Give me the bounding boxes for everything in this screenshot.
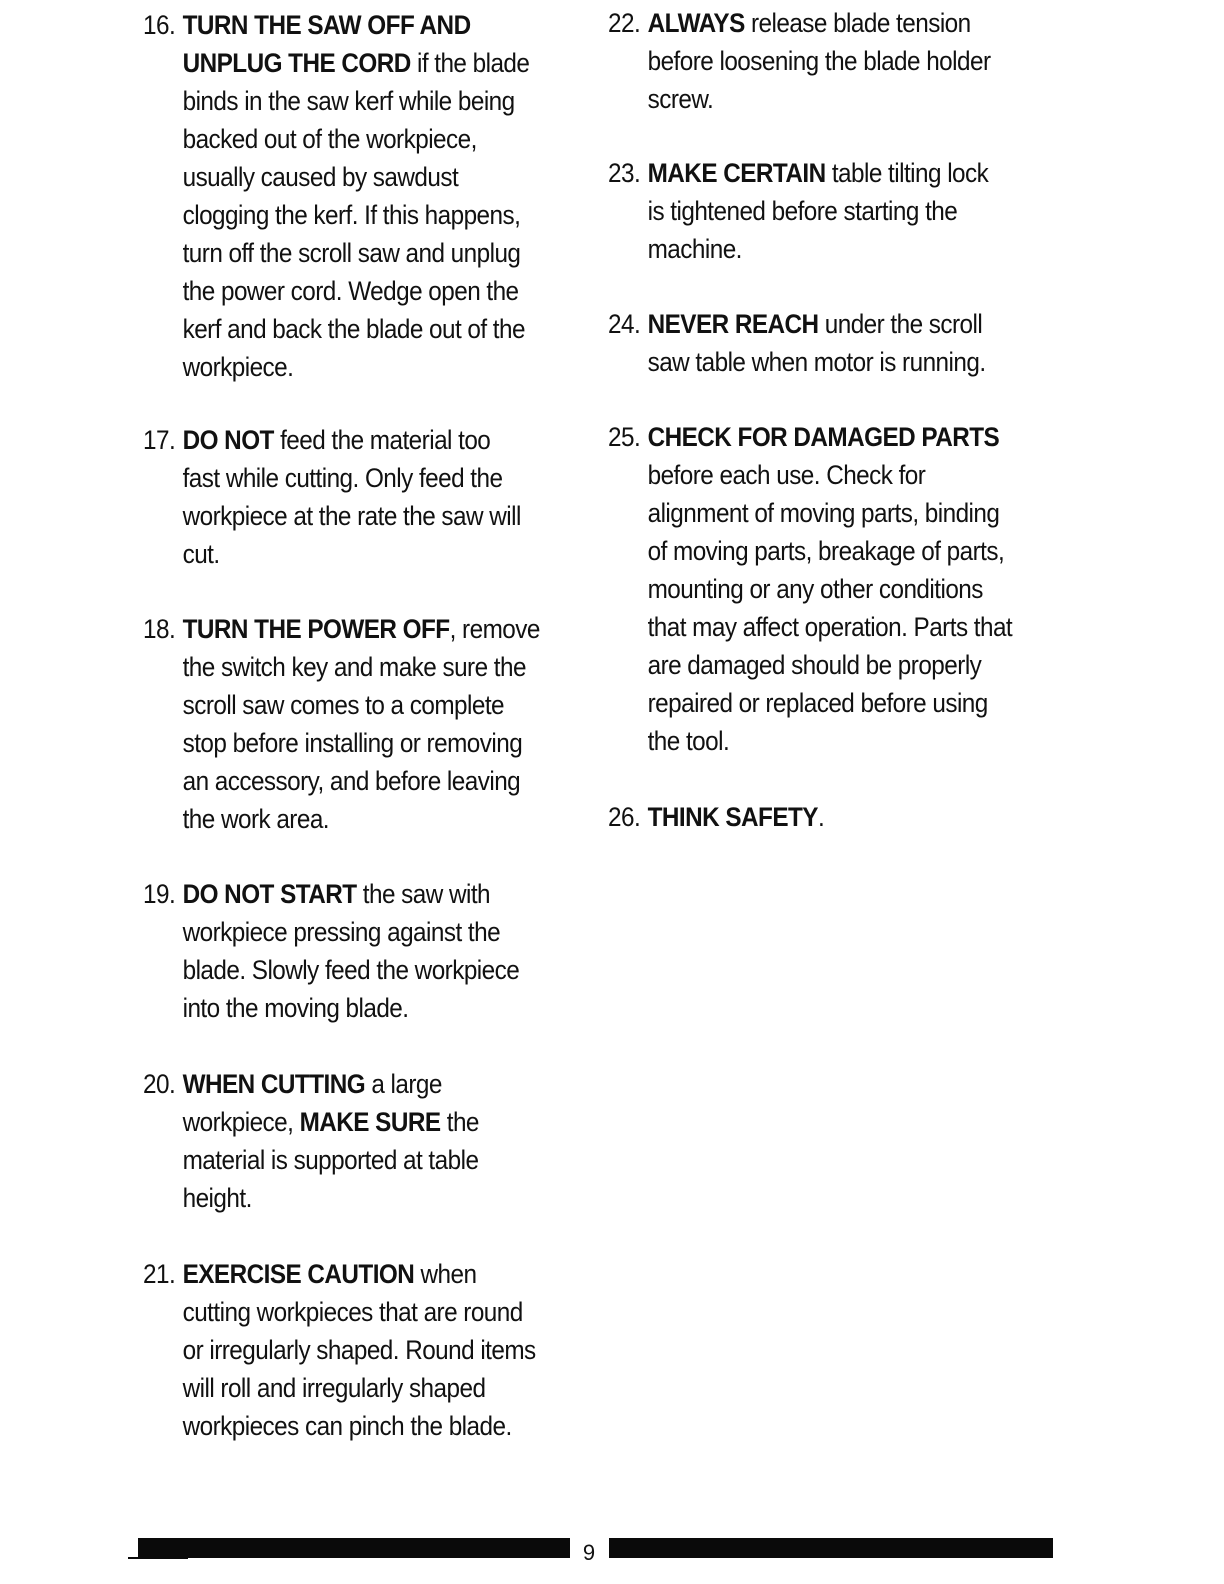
item-text-line: [183, 82, 593, 120]
item-text-line: [648, 798, 1058, 836]
footer-rule-left: [138, 1538, 570, 1558]
item-text-line: [183, 1369, 593, 1407]
body-text: the power cord. Wedge open the: [182, 276, 519, 306]
body-text: workpiece,: [182, 1107, 300, 1137]
item-text-line: [183, 1141, 593, 1179]
item-text-line: [183, 272, 593, 310]
safety-rule-item: [608, 418, 1058, 760]
body-text: fast while cutting. Only feed the: [182, 463, 503, 493]
item-text-line: [183, 1065, 593, 1103]
item-text: [183, 875, 593, 1027]
safety-rule-item: [608, 4, 1058, 118]
item-text-line: [183, 6, 593, 44]
emphasis-text: WHEN CUTTING: [182, 1069, 366, 1099]
body-text: under the scroll: [818, 309, 983, 339]
body-text: cut.: [182, 539, 220, 569]
body-text: .: [817, 802, 825, 832]
item-text-line: [183, 120, 593, 158]
body-text: if the blade: [410, 48, 530, 78]
item-text-line: [183, 348, 593, 386]
body-text: before loosening the blade holder: [647, 46, 991, 76]
item-text-line: [183, 800, 593, 838]
item-text-line: [183, 648, 593, 686]
item-text-line: [648, 722, 1058, 760]
item-text-line: [183, 989, 593, 1027]
body-text: scroll saw comes to a complete: [182, 690, 505, 720]
item-text: [183, 6, 593, 386]
emphasis-text: NEVER REACH: [647, 309, 819, 339]
body-text: cutting workpieces that are round: [182, 1297, 523, 1327]
item-text-line: [183, 310, 593, 348]
item-text: [648, 305, 1058, 381]
body-text: or irregularly shaped. Round items: [182, 1335, 536, 1365]
emphasis-text: MAKE SURE: [299, 1107, 441, 1137]
safety-rule-item: [143, 875, 593, 1027]
item-text-line: [183, 459, 593, 497]
body-text: mounting or any other conditions: [647, 574, 983, 604]
item-text-line: [648, 343, 1058, 381]
item-text: [648, 418, 1058, 760]
safety-rule-item: [608, 305, 1058, 381]
item-text: [183, 610, 593, 838]
body-text: into the moving blade.: [182, 993, 409, 1023]
item-text-line: [648, 230, 1058, 268]
item-number: 20.: [143, 1069, 176, 1099]
body-text: when: [414, 1259, 477, 1289]
body-text: usually caused by sawdust: [182, 162, 459, 192]
item-text: [648, 798, 1058, 836]
emphasis-text: UNPLUG THE CORD: [182, 48, 411, 78]
body-text: material is supported at table: [182, 1145, 479, 1175]
item-text-line: [183, 1255, 593, 1293]
body-text: release blade tension: [744, 8, 971, 38]
body-text: clogging the kerf. If this happens,: [182, 200, 521, 230]
safety-rule-item: [143, 6, 593, 386]
body-text: that may affect operation. Parts that: [647, 612, 1013, 642]
item-number: 26.: [608, 802, 641, 832]
item-text-line: [183, 951, 593, 989]
footer-underline: [128, 1557, 188, 1559]
body-text: turn off the scroll saw and unplug: [182, 238, 521, 268]
body-text: binds in the saw kerf while being: [182, 86, 515, 116]
item-text-line: [648, 4, 1058, 42]
emphasis-text: EXERCISE CAUTION: [182, 1259, 415, 1289]
item-text-line: [648, 80, 1058, 118]
item-text-line: [648, 494, 1058, 532]
item-text-line: [183, 610, 593, 648]
item-text-line: [183, 421, 593, 459]
item-text-line: [648, 42, 1058, 80]
body-text: saw table when motor is running.: [647, 347, 986, 377]
body-text: alignment of moving parts, binding: [647, 498, 1000, 528]
item-number: 25.: [608, 422, 641, 452]
body-text: repaired or replaced before using: [647, 688, 988, 718]
body-text: backed out of the workpiece,: [182, 124, 477, 154]
item-text-line: [183, 762, 593, 800]
body-text: before each use. Check for: [647, 460, 926, 490]
body-text: an accessory, and before leaving: [182, 766, 521, 796]
item-text-line: [648, 154, 1058, 192]
body-text: the: [440, 1107, 479, 1137]
footer-rule-right: [609, 1538, 1053, 1558]
body-text: kerf and back the blade out of the: [182, 314, 525, 344]
item-number: 16.: [143, 10, 176, 40]
emphasis-text: CHECK FOR DAMAGED PARTS: [647, 422, 1000, 452]
item-text-line: [648, 305, 1058, 343]
item-text-line: [183, 1103, 593, 1141]
body-text: the saw with: [356, 879, 491, 909]
item-text: [648, 154, 1058, 268]
body-text: are damaged should be properly: [647, 650, 982, 680]
item-text-line: [183, 1407, 593, 1445]
item-text-line: [183, 1293, 593, 1331]
body-text: a large: [365, 1069, 442, 1099]
item-text-line: [648, 684, 1058, 722]
item-number: 18.: [143, 614, 176, 644]
body-text: screw.: [647, 84, 714, 114]
item-number: 19.: [143, 879, 176, 909]
item-text-line: [183, 196, 593, 234]
item-text: [648, 4, 1058, 118]
body-text: height.: [182, 1183, 252, 1213]
item-text: [183, 1065, 593, 1217]
item-text-line: [183, 724, 593, 762]
body-text: feed the material too: [273, 425, 491, 455]
item-text-line: [183, 535, 593, 573]
emphasis-text: THINK SAFETY: [647, 802, 818, 832]
body-text: machine.: [647, 234, 742, 264]
body-text: workpiece pressing against the: [182, 917, 501, 947]
item-text-line: [648, 532, 1058, 570]
item-text-line: [183, 497, 593, 535]
item-text-line: [648, 570, 1058, 608]
body-text: the work area.: [182, 804, 330, 834]
body-text: will roll and irregularly shaped: [182, 1373, 486, 1403]
safety-rule-item: [608, 154, 1058, 268]
body-text: stop before installing or removing: [182, 728, 523, 758]
body-text: workpiece at the rate the saw will: [182, 501, 521, 531]
item-number: 24.: [608, 309, 641, 339]
body-text: table tilting lock: [825, 158, 989, 188]
item-number: 22.: [608, 8, 641, 38]
body-text: workpiece.: [182, 352, 294, 382]
item-text-line: [648, 418, 1058, 456]
item-text-line: [183, 875, 593, 913]
emphasis-text: ALWAYS: [647, 8, 745, 38]
body-text: , remove: [449, 614, 540, 644]
emphasis-text: DO NOT START: [182, 879, 357, 909]
page-number: 9: [582, 1540, 596, 1565]
item-text-line: [183, 913, 593, 951]
item-text-line: [648, 192, 1058, 230]
body-text: the tool.: [647, 726, 730, 756]
body-text: of moving parts, breakage of parts,: [647, 536, 1005, 566]
item-number: 23.: [608, 158, 641, 188]
item-text-line: [183, 234, 593, 272]
body-text: workpieces can pinch the blade.: [182, 1411, 512, 1441]
body-text: is tightened before starting the: [647, 196, 958, 226]
safety-rule-item: [143, 1065, 593, 1217]
emphasis-text: TURN THE SAW OFF AND: [182, 10, 471, 40]
emphasis-text: TURN THE POWER OFF: [182, 614, 450, 644]
body-text: blade. Slowly feed the workpiece: [182, 955, 520, 985]
item-text-line: [183, 1179, 593, 1217]
item-text-line: [183, 1331, 593, 1369]
safety-rule-item: [143, 421, 593, 573]
item-text-line: [648, 646, 1058, 684]
item-text-line: [183, 686, 593, 724]
safety-rule-item: [143, 610, 593, 838]
item-number: 21.: [143, 1259, 176, 1289]
emphasis-text: MAKE CERTAIN: [647, 158, 826, 188]
item-text-line: [648, 608, 1058, 646]
emphasis-text: DO NOT: [182, 425, 274, 455]
item-text: [183, 421, 593, 573]
safety-rule-item: [608, 798, 1058, 836]
body-text: the switch key and make sure the: [182, 652, 526, 682]
item-text: [183, 1255, 593, 1445]
item-text-line: [183, 44, 593, 82]
item-text-line: [183, 158, 593, 196]
item-number: 17.: [143, 425, 176, 455]
item-text-line: [648, 456, 1058, 494]
safety-rule-item: [143, 1255, 593, 1445]
